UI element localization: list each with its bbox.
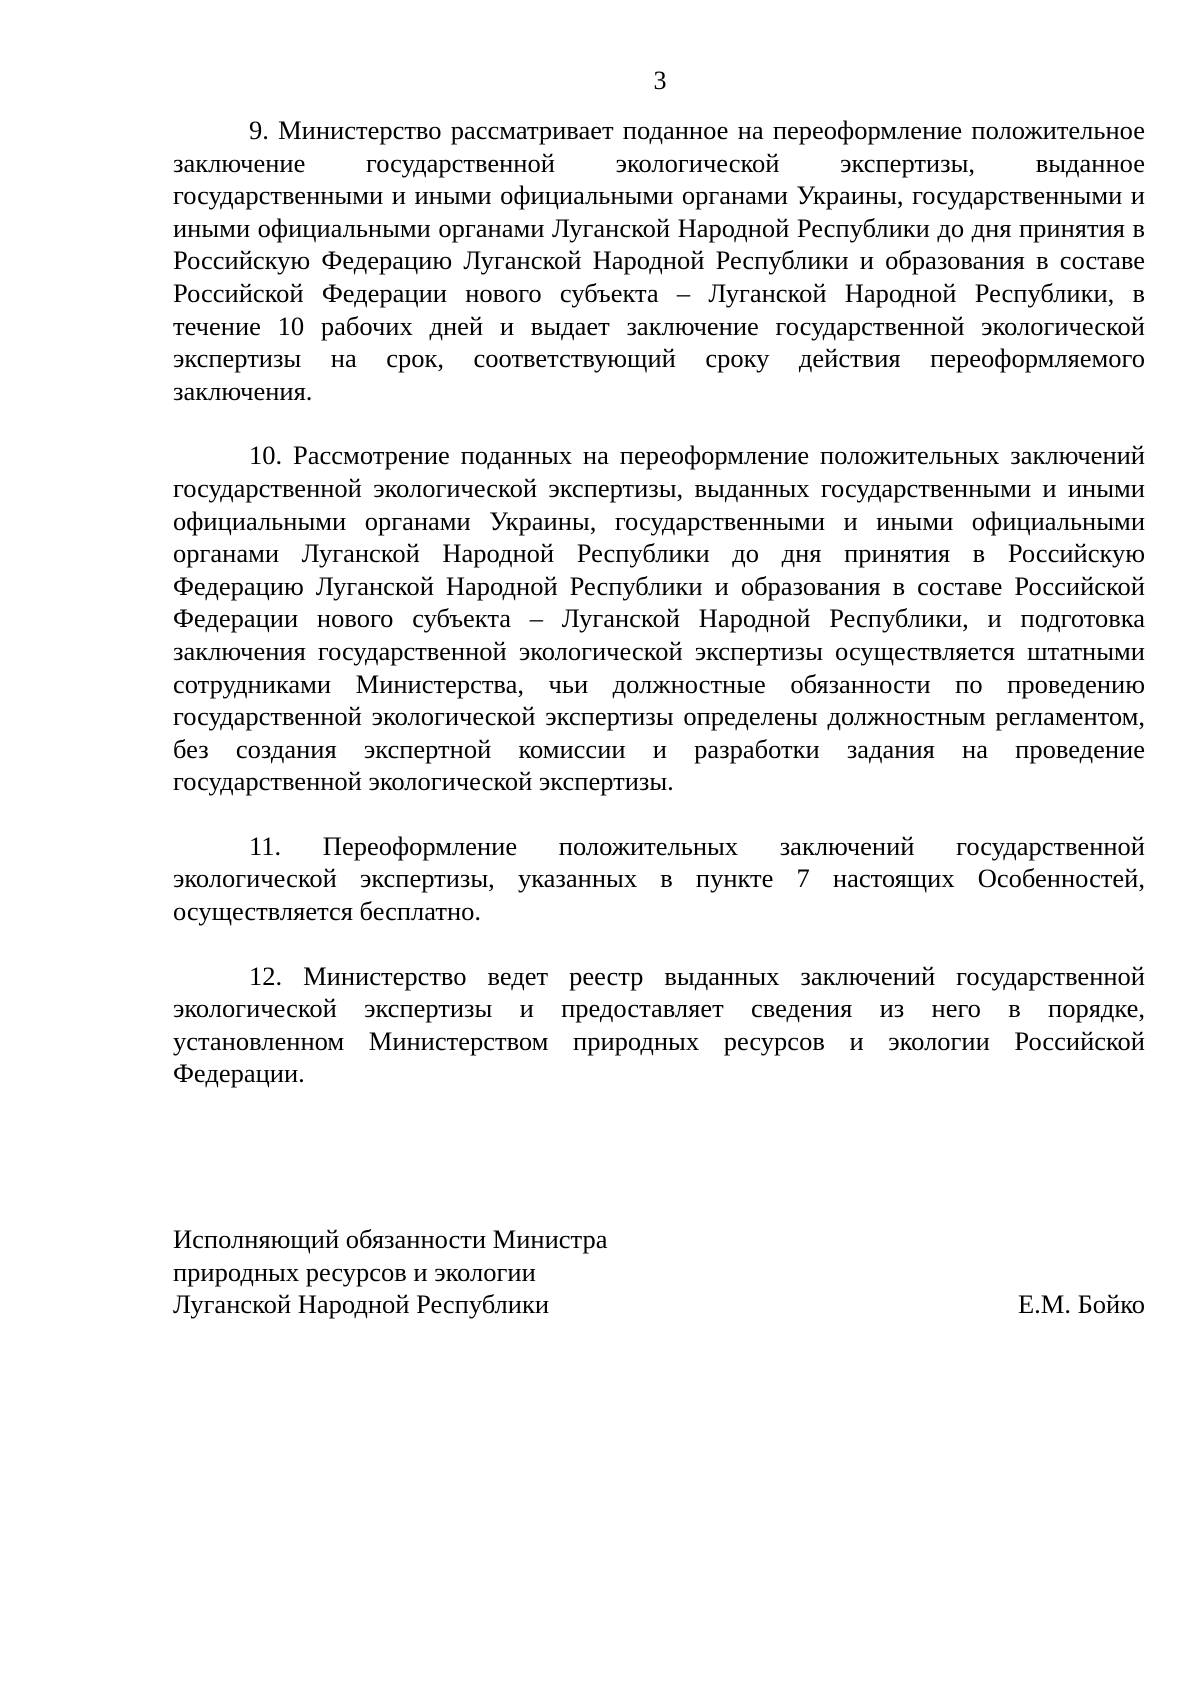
signer-name: Е.М. Бойко <box>1017 1289 1145 1320</box>
document-body <box>173 114 1145 1122</box>
signer-position-line-3: Луганской Народной Республики <box>173 1289 550 1320</box>
paragraph-12: 12. Министерство ведет реестр выданных заключений государственной экологической экспертизы и предоставляет сведения из него в порядке, установленном Министерством природных ресурсов и экологии Российской Федерации. <box>173 960 1145 1089</box>
paragraph-11: 11. Переоформление положительных заключений государственной экологической экспертизы, указанных в пункте 7 настоящих Особенностей, осуществляется бесплатно. <box>173 830 1145 927</box>
signer-position-line-1: Исполняющий обязанности Министра <box>173 1224 608 1254</box>
signer-position-line-2: природных ресурсов и экологии <box>173 1256 536 1287</box>
page-number: 3 <box>653 66 667 95</box>
paragraph-9: 9. Министерство рассматривает поданное на переоформление положительное заключение государственной экологической экспертизы, выданное государственными и иными официальными органами Украины, государственными и иными официальными органами Луганской Народной Республики до дня принятия в Российскую Федерацию Луганской Народной Республики и образования в составе Российской Федерации нового субъекта – Луганской Народной Республики, в течение 10 рабочих дней и выдает заключение государственной экологической экспертизы на срок, соответствующий сроку действия переоформляемого заключения. <box>173 115 1145 406</box>
signer-position <box>173 1223 1145 1321</box>
paragraph-10: 10. Рассмотрение поданных на переоформление положительных заключений государственной экологической экспертизы, выданных государственными и иными официальными органами Украины, государственными и иными официальными органами Луганской Народной Республики до дня принятия в Российскую Федерацию Луганской Народной Республики и образования в составе Российской Федерации нового субъекта – Луганской Народной Республики, и подготовка заключения государственной экологической экспертизы осуществляется штатными сотрудниками Министерства, чьи должностные обязанности по проведению государственной экологической экспертизы определены должностным регламентом, без создания экспертной комиссии и разработки задания на проведение государственной экологической экспертизы. <box>173 440 1145 797</box>
signature-block <box>173 1223 1145 1321</box>
